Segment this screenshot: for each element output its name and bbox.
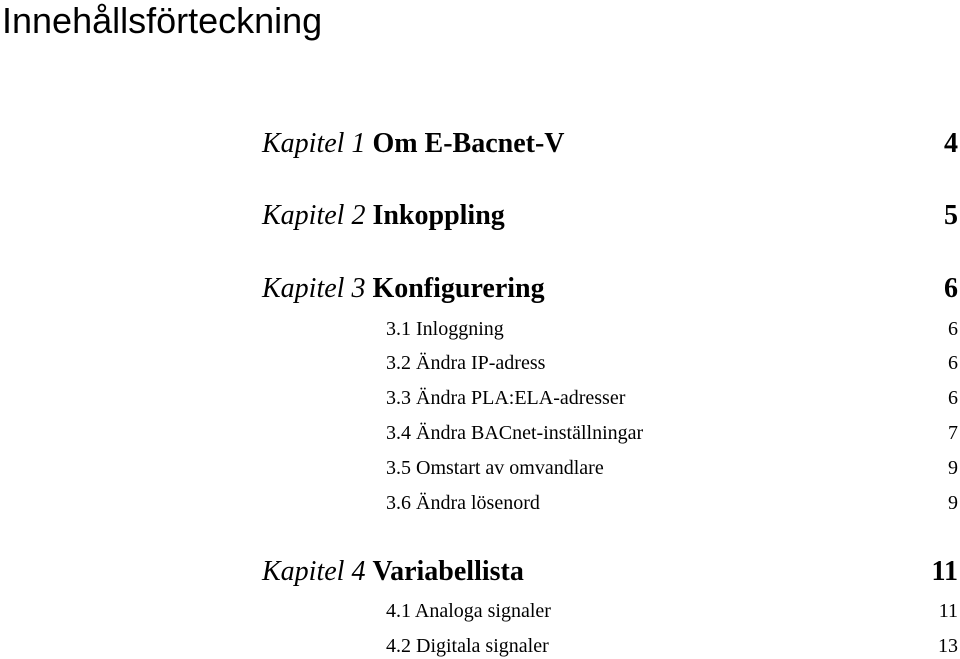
toc-chapter-1[interactable] [262,127,958,161]
toc-section-3-5[interactable] [386,456,958,480]
section-title: 4.1 Analoga signaler [386,600,551,622]
toc-section-3-4[interactable] [386,421,958,445]
section-page-number: 9 [948,457,958,479]
chapter-prefix: Kapitel 4 [262,556,366,587]
chapter-prefix: Kapitel 2 [262,200,366,231]
section-page-number: 6 [948,318,958,340]
toc-section-3-3[interactable] [386,386,958,410]
section-page-number: 6 [948,387,958,409]
chapter-page-number: 11 [931,556,958,587]
chapter-title: Konfigurering [372,273,545,304]
section-page-number: 7 [948,422,958,444]
section-title: 3.4 Ändra BACnet-inställningar [386,422,644,444]
section-title: 4.2 Digitala signaler [386,635,549,657]
toc-section-3-1[interactable] [386,317,958,341]
toc-section-3-6[interactable] [386,491,958,515]
section-page-number: 6 [948,352,958,374]
section-title: 3.2 Ändra IP-adress [386,352,546,374]
chapter-heading [262,272,545,306]
chapter-page-number: 6 [944,273,958,304]
chapter-heading [262,199,505,233]
page-title: Innehållsförteckning [2,0,323,41]
toc-chapter-2[interactable] [262,199,958,233]
section-page-number: 13 [938,635,958,657]
chapter-heading [262,127,565,161]
section-title: 3.6 Ändra lösenord [386,492,540,514]
toc-section-3-2[interactable] [386,351,958,375]
chapter-title: Inkoppling [372,200,505,231]
section-title: 3.3 Ändra PLA:ELA-adresser [386,387,626,409]
toc-chapter-4[interactable] [262,555,958,589]
section-page-number: 11 [938,600,958,622]
chapter-title: Om E-Bacnet-V [372,128,565,159]
chapter-title: Variabellista [372,556,524,587]
chapter-prefix: Kapitel 3 [262,273,366,304]
section-title: 3.5 Omstart av omvandlare [386,457,604,479]
section-page-number: 9 [948,492,958,514]
chapter-heading [262,555,524,589]
toc-section-4-1[interactable] [386,599,958,623]
chapter-page-number: 5 [944,200,958,231]
chapter-prefix: Kapitel 1 [262,128,366,159]
toc-chapter-3[interactable] [262,272,958,306]
toc-section-4-2[interactable] [386,634,958,658]
section-title: 3.1 Inloggning [386,318,504,340]
chapter-page-number: 4 [944,128,958,159]
